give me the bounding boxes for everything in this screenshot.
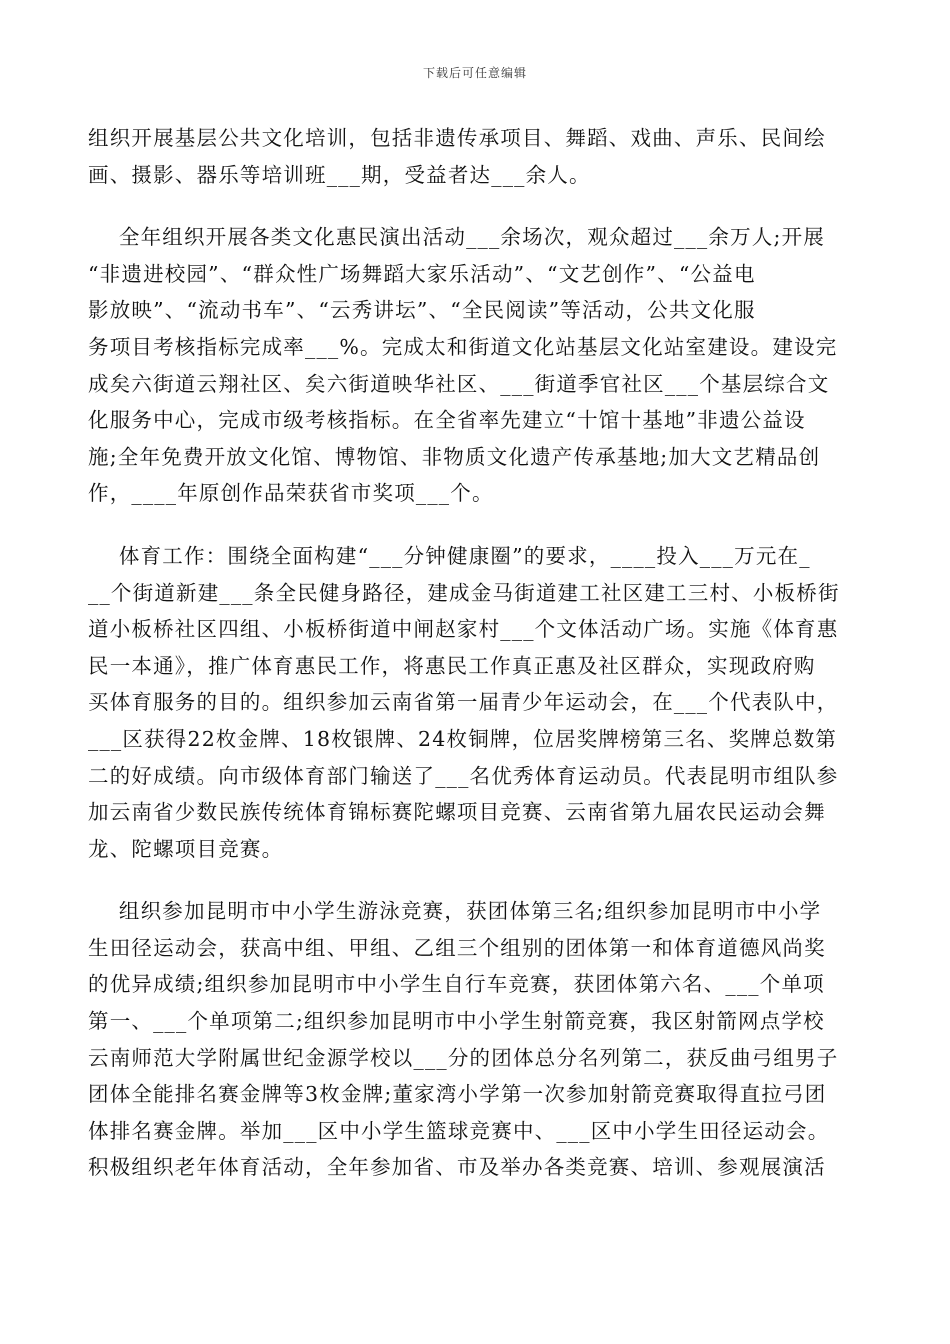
text-line: 团体全能排名赛金牌等3枚金牌;董家湾小学第一次参加射箭竞赛取得直拉弓团 (88, 1082, 827, 1107)
paragraph (88, 219, 868, 512)
text-line: 第一、___个单项第二;组织参加昆明市中小学生射箭竞赛，我区射箭网点学校 (88, 1009, 825, 1034)
text-line: 加云南省少数民族传统体育锦标赛陀螺项目竞赛、云南省第九届农民运动会舞 (88, 800, 826, 825)
text-line: 施;全年免费开放文化馆、博物馆、非物质文化遗产传承基地;加大文艺精品创 (88, 444, 821, 469)
text-line: 组织开展基层公共文化培训，包括非遗传承项目、舞蹈、戏曲、声乐、民间绘 (88, 126, 826, 150)
text-line: 成矣六街道云翔社区、矣六街道映华社区、___街道季官社区___个基层综合文 (88, 371, 830, 396)
text-line: 买体育服务的目的。组织参加云南省第一届青少年运动会，在___个代表队中， (88, 690, 839, 715)
text-line: ___区获得22枚金牌、18枚银牌、24枚铜牌，位居奖牌榜第三名、奖牌总数第 (88, 726, 838, 751)
text-line: 全年组织开展各类文化惠民演出活动___余场次，观众超过___余万人;开展 (88, 225, 825, 250)
paragraph (88, 538, 868, 867)
paragraph (88, 893, 868, 1186)
text-line: “非遗进校园”、“群众性广场舞蹈大家乐活动”、“文艺创作”、“公益电 (88, 261, 756, 286)
text-line: 组织参加昆明市中小学生游泳竞赛，获团体第三名;组织参加昆明市中小学 (88, 899, 822, 924)
paragraph (88, 120, 868, 193)
text-line: 作，____年原创作品荣获省市奖项___个。 (88, 481, 494, 506)
text-line: 务项目考核指标完成率___%。完成太和街道文化站基层文化站室建设。建设完 (88, 334, 838, 359)
text-line: 影放映”、“流动书车”、“云秀讲坛”、“全民阅读”等活动，公共文化服 (88, 298, 756, 323)
document-body (88, 120, 868, 1212)
text-line: 道小板桥社区四组、小板桥街道中闸赵家村___个文体活动广场。实施《体育惠 (88, 617, 839, 642)
text-line: 二的好成绩。向市级体育部门输送了___名优秀体育运动员。代表昆明市组队参 (88, 763, 839, 788)
text-line: 云南师范大学附属世纪金源学校以___分的团体总分名列第二，获反曲弓组男子 (88, 1045, 839, 1070)
page-header: 下载后可任意编辑 (422, 66, 527, 80)
text-line: 体排名赛金牌。举加___区中小学生篮球竞赛中、___区中小学生田径运动会。 (88, 1118, 830, 1143)
text-line: __个街道新建___条全民健身路径，建成金马街道建工社区建工三村、小板桥街 (88, 580, 840, 605)
text-line: 画、摄影、器乐等培训班___期，受益者达___余人。 (88, 162, 591, 187)
text-line: 的优异成绩;组织参加昆明市中小学生自行车竞赛，获团体第六名、___个单项 (88, 972, 825, 997)
text-line: 龙、陀螺项目竞赛。 (88, 836, 284, 861)
text-line: 化服务中心，完成市级考核指标。在全省率先建立“十馆十基地”非遗公益设 (88, 408, 806, 433)
text-line: 体育工作：围绕全面构建“___分钟健康圈”的要求，____投入___万元在_ (88, 543, 811, 568)
text-line: 生田径运动会，获高中组、甲组、乙组三个组别的团体第一和体育道德风尚奖 (88, 935, 826, 960)
text-line: 民一本通》，推广体育惠民工作，将惠民工作真正惠及社区群众，实现政府购 (88, 653, 816, 678)
text-line: 积极组织老年体育活动，全年参加省、市及举办各类竞赛、培训、参观展演活 (88, 1155, 826, 1180)
